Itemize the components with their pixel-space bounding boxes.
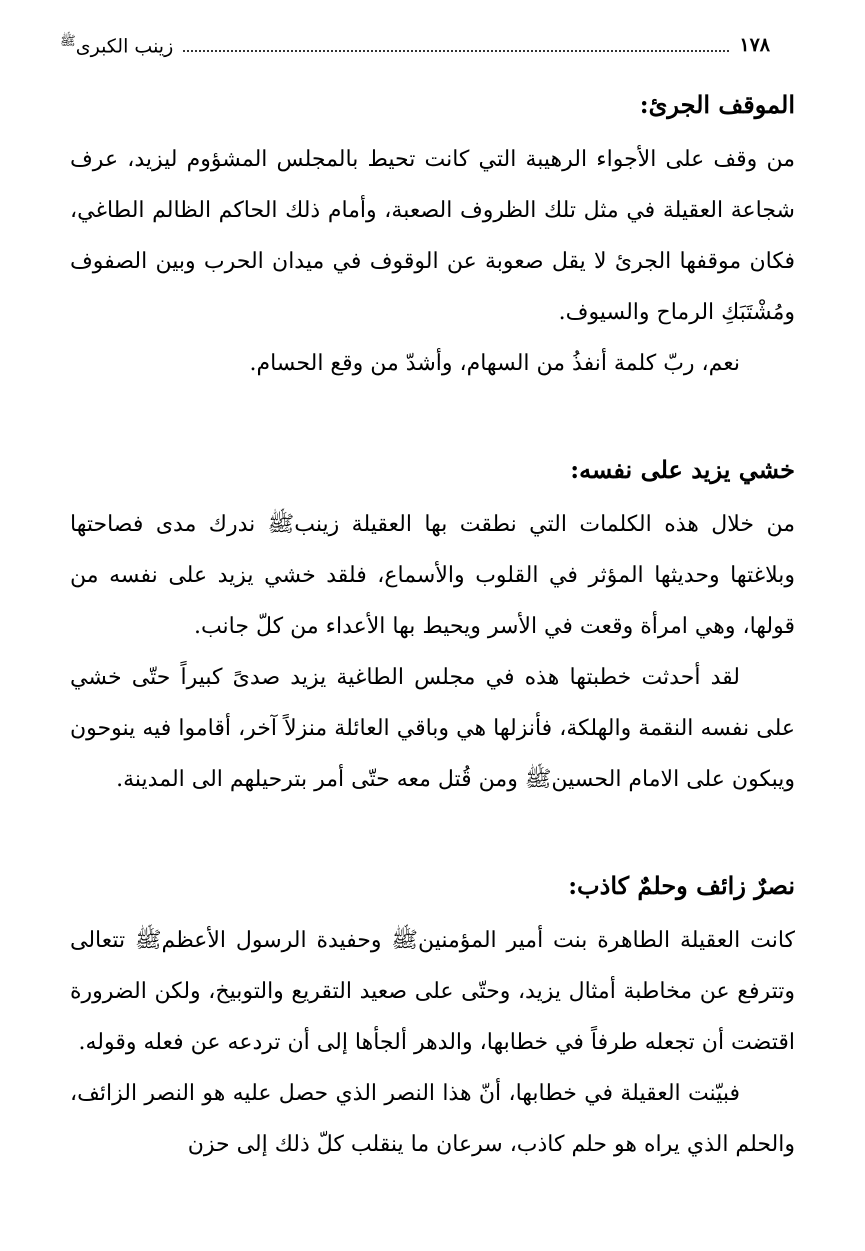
body-paragraph: نعم، ربّ كلمة أنفذُ من السهام، وأشدّ من وقع الحسام. — [249, 351, 740, 376]
body-paragraph: فبيّنت العقيلة في خطابها، أنّ هذا النصر الذي حصل عليه هو النصر الزائف، والحلم الذي يراه هو حلم كاذب، سرعان ما ينقلب كلّ ذلك إلى حزن — [70, 1081, 795, 1157]
honorific-glyph: ﷺ — [60, 33, 76, 49]
section-spacer — [70, 389, 795, 447]
dotted-leader — [183, 38, 729, 52]
body-paragraph: لقد أحدثت خطبتها هذه في مجلس الطاغية يزيد صدىً كبيراً حتّى خشي على نفسه النقمة والهلكة، فأنزلها هي وباقي العائلة منزلاً آخر، أقاموا فيه ينوحون ويبكون على الامام الحسينﷺ ومن قُتل معه حتّى أمر بترحيلهم الى المدينة. — [70, 665, 795, 792]
book-title: زينب الكبرى$^ﷺ$ — [60, 33, 174, 58]
page-number: ١٧٨ — [739, 34, 770, 56]
section-spacer — [70, 805, 795, 863]
body-paragraph: من وقف على الأجواء الرهيبة التي كانت تحيط بالمجلس المشؤوم ليزيد، عرف شجاعة العقيلة في مثل تلك الظروف الصعبة، وأمام ذلك الحاكم الظالم الطاغي، فكان موقفها الجرئ لا يقل صعوبة عن الوقوف في ميدان الحرب وبين الصفوف ومُشْتَبَكِ الرماح والسيوف. — [70, 147, 795, 325]
page-body — [70, 82, 795, 1170]
section-heading: نصرٌ زائف وحلمٌ كاذب: — [568, 871, 795, 900]
section-heading: خشي يزيد على نفسه: — [570, 455, 795, 484]
body-paragraph: من خلال هذه الكلمات التي نطقت بها العقيلة زينبﷺ ندرك مدى فصاحتها وبلاغتها وحديثها المؤثر في القلوب والأسماع، فلقد خشي يزيد على نفسه من قولها، وهي امرأة وقعت في الأسر ويحيط بها الأعداء من كلّ جانب. — [70, 512, 795, 639]
running-header — [60, 28, 770, 62]
body-paragraph: كانت العقيلة الطاهرة بنت أمير المؤمنينﷺ وحفيدة الرسول الأعظمﷺ تتعالى وتترفع عن مخاطبة أمثال يزيد، وحتّى على صعيد التقريع والتوبيخ، ولكن الضرورة اقتضت أن تجعله طرفاً في خطابها، والدهر ألجأها إلى أن تردعه عن فعله وقوله. — [70, 928, 795, 1055]
section-heading: الموقف الجرئ: — [639, 90, 795, 119]
